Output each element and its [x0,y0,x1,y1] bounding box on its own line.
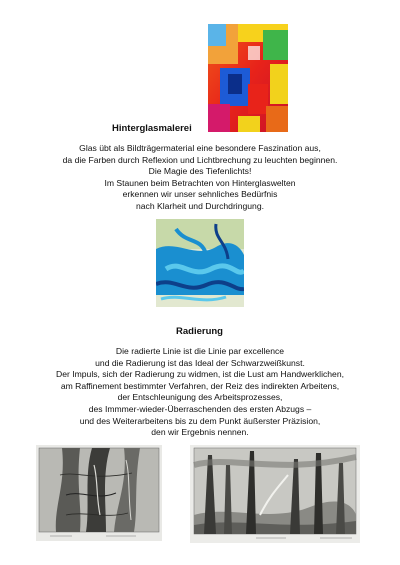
text-line: und des Weiterarbeitens bis zu dem Punkt äußerster Präzision, [79,415,321,426]
text-line: Die radierte Linie ist die Linie par excellence [115,346,285,356]
text-line: und die Radierung ist das Ideal der Schwarzweißkunst. [95,357,305,368]
text-line: der Entschleunigung des Arbeitsprozesses, [117,392,283,403]
text-line: Im Staunen beim Betrachten von Hinterglaswelten [104,177,296,188]
section-text-radierung [0,346,400,439]
section-title-radierung: Radierung [176,326,223,337]
blue-glass-painting [156,219,244,307]
text-line: da die Farben durch Reflexion und Lichtbrechung zu leuchten beginnen. [62,154,338,165]
text-line: erkennen wir unser sehnliches Bedürfnis [122,189,278,200]
text-line: Glas übt als Bildträgermaterial eine besondere Faszination aus, [79,143,321,153]
text-line: den wir Ergebnis nennen. [151,427,249,438]
text-line: des Immmer-wieder-Überraschenden des ersten Abzugs – [88,403,312,414]
colorful-glass-painting [208,24,288,132]
etching-tree-trunks [36,445,162,541]
text-line: Die Magie des Tiefenlichts! [148,166,252,177]
section-text-hinterglasmalerei [0,143,400,213]
text-line: am Raffinement bestimmter Verfahren, der Reiz des indirekten Arbeitens, [60,380,340,391]
section-title-hinterglasmalerei: Hinterglasmalerei [112,123,192,134]
text-line: nach Klarheit und Durchdringung. [135,200,265,211]
etching-forest-landscape [190,445,360,543]
text-line: Der Impuls, sich der Radierung zu widmen, ist die Lust am Handwerklichen, [55,369,345,380]
